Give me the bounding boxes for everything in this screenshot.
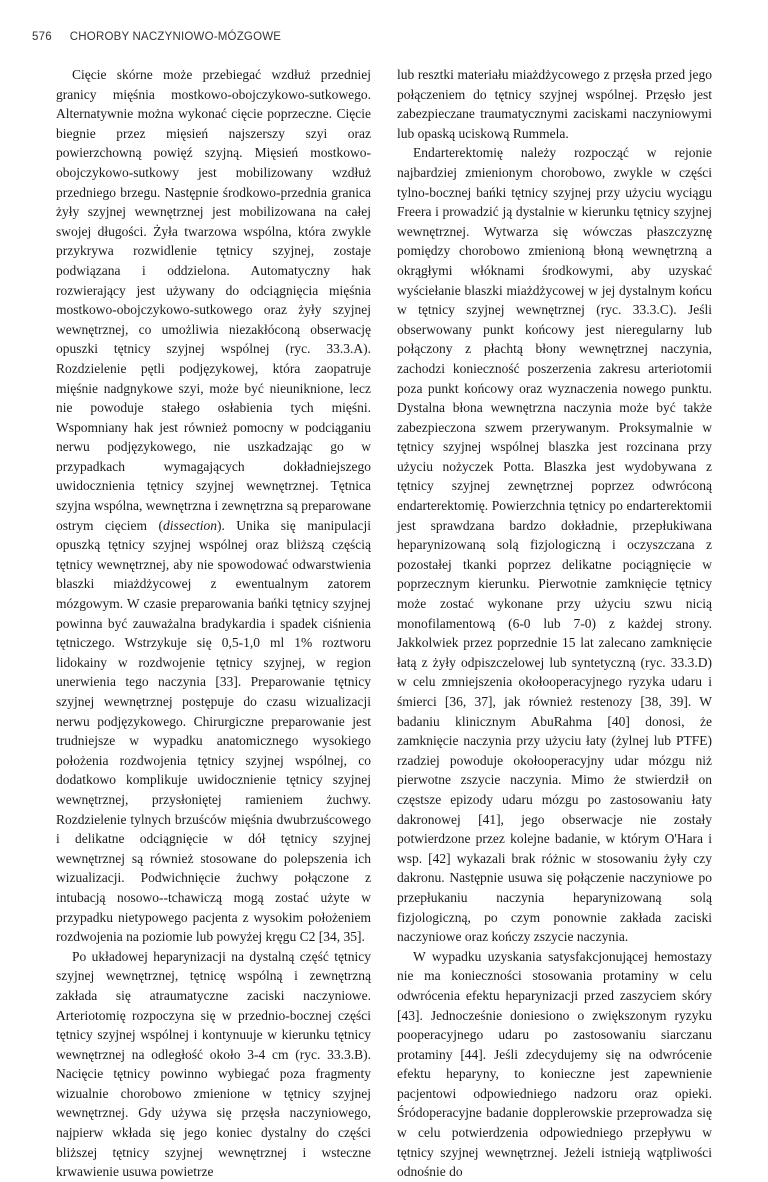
left-column	[56, 65, 371, 1182]
emphasis-term: dissection	[162, 517, 217, 533]
paragraph: Po układowej heparynizacji na dystalną część tętnicy szyjnej wewnętrznej, tętnicę wspólną i zewnętrzną zakłada się atraumatyczne zaciski naczyniowe. Arteriotomię rozpoczyna się w przednio-bocznej części tętnicy szyjnej wspólnej i kontynuuje w kierunku tętnicy wewnętrznej na odległość około 3-4 cm (ryc. 33.3.B). Nacięcie tętnicy powinno wybiegać poza fragmenty wizualnie chorobowo zmienione w tętnicy szyjnej wewnętrznej. Gdy używa się przęsła naczyniowego, najpierw wkłada się jego koniec dystalny do części bliższej tętnicy szyjnej wewnętrznej i wsteczne krwawienie usuwa powietrze	[56, 948, 371, 1180]
right-column	[397, 65, 712, 1182]
paragraph: Endarterektomię należy rozpocząć w rejonie najbardziej zmienionym chorobowo, zwykle w części tylno-bocznej bańki tętnicy szyjnej przy użyciu wyciągu Freera i prowadzić ją dystalnie w kierunku tętnicy szyjnej wewnętrznej. Wytwarza się wówczas płaszczyznę pomiędzy chorobowo zmienioną błoną wewnętrzną a okrągłymi włóknami środkowymi, aby uzyskać wyściełanie blaszki miażdżycowej w jej dystalnym końcu w tętnicy szyjnej wewnętrznej (ryc. 33.3.C). Jeśli obserwowany punkt końcowy jest nieregularny lub połączony z płachtą błony wewnętrznej naczynia, zachodzi konieczność poszerzenia zakresu arteriotomii poza punkt końcowy oraz wyznaczenia nowego punktu. Dystalna błona wewnętrzna naczynia może być także zabezpieczona szwem przerywanym. Proksymalnie w tętnicy szyjnej wspólnej blaszka jest rozcinana przy użyciu nożyczek Potta. Blaszka jest wydobywana z tętnicy szyjnej zewnętrznej poprzez odwróconą endarterektomię. Powierzchnia tętnicy po endarterektomii jest sprawdzana bardzo dokładnie, przepłukiwana heparynizowaną solą fizjologiczną i oczyszczana z pozostałej tkanki poprzez delikatne pociągnięcie w poprzecznym kierunku. Pierwotnie zamknięcie tętnicy może zostać wykonane przy użyciu szwu nicią monofilamentową (6-0 lub 7-0) z każdej strony. Jakkolwiek przez poprzednie 15 lat zalecano zamknięcie łatą z żyły odpiszczelowej lub syntetyczną (ryc. 33.3.D) w celu zmniejszenia okołooperacyjnego ryzyka udaru i śmierci [36, 37], jak również restenozy [38, 39]. W badaniu klinicznym AbuRahma [40] donosi, że zamknięcie naczynia przy użyciu łaty (żylnej lub PTFE) rzadziej powoduje okołooperacyjny udar mózgu niż pierwotne zszycie naczynia. Mimo że stwierdził on częstsze epizody udaru mózgu po zastosowaniu łaty dakronowej [41], jego obserwacje nie zostały potwierdzone przez kolejne badanie, w którym O'Hara i wsp. [42] wykazali brak różnic w stosowaniu żyły czy dakronu. Następnie usuwa się połączenie naczyniowe po przepłukaniu naczynia heparynizowaną solą fizjologiczną, po czym ponownie zakłada zaciski naczyniowe oraz kończy zszycie naczynia.	[397, 145, 712, 945]
paragraph: Cięcie skórne może przebiegać wzdłuż przedniej granicy mięśnia mostkowo-obojczykowo-sutkowego. Alternatywnie można wykonać cięcie poprzeczne. Cięcie biegnie przez mięsień najszerszy szyi oraz powierzchowną powięź szyjną. Mięsień mostkowo-obojczykowo-sutkowy jest mobilizowany wzdłuż przedniego brzegu. Następnie środkowo-przednia granica żyły szyjnej wewnętrznej jest mobilizowana na całej swojej długości. Żyła twarzowa wspólna, która zwykle przykrywa rozwidlenie tętnicy szyjnej, zostaje podwiązana i oddzielona. Automatyczny hak rozwierający jest używany do odciągnięcia mięśnia mostkowo-obojczykowo-sutkowego oraz żyły szyjnej wewnętrznej, co umożliwia niezakłóconą obserwację opuszki tętnicy szyjnej wspólnej (ryc. 33.3.A). Rozdzielenie pętli podjęzykowej, która zaopatruje mięśnie nadgnykowe szyi, może być nieuniknione, lecz nie powoduje stałego osłabienia tych mięśni. Wspomniany hak jest również pomocny w podciąganiu nerwu podjęzykowego, nie uszkadzając go w przypadkach wymagających dokładniejszego uwidocznienia tętnicy szyjnej wewnętrznej. Tętnica szyjna wspólna, wewnętrzna i zewnętrzna są preparowane ostrym cięciem (dissection). Unika się manipulacji opuszką tętnicy szyjnej wspólnej oraz bliższą częścią tętnicy wewnętrznej, aby nie spowodować odwarstwienia blaszki miażdżycowej z ewentualnym zatorem mózgowym. W czasie preparowania bańki tętnicy szyjnej powinna być zauważalna bradykardia i spadek ciśnienia tętniczego. Wstrzykuje się 0,5-1,0 ml 1% roztworu lidokainy w rozdwojenie tętnicy szyjnej, w region unerwienia tego naczynia [33]. Preparowanie tętnicy szyjnej wewnętrznej postępuje do czasu wizualizacji nerwu podjęzykowego. Chirurgiczne preparowanie jest trudniejsze w wypadku anatomicznego wysokiego położenia rozdwojenia tętnicy szyjnej wspólnej, co dodatkowo komplikuje uwidocznienie tętnicy szyjnej wewnętrznej, przysłoniętej ramieniem żuchwy. Rozdzielenie tylnych brzuśców mięśnia dwubrzuścowego i delikatne odciągnięcie w dół tętnicy szyjnej wewnętrznej są również stosowane do polepszenia ich wizualizacji. Podwichnięcie żuchwy połączone z intubacją nosowo--tchawiczą mogą zostać użyte w przypadku nietypowego pacjenta z wysokim położeniem rozdwojenia na poziomie lub powyżej kręgu C2 [34, 35].	[56, 67, 372, 945]
paragraph: W wypadku uzyskania satysfakcjonującej hemostazy nie ma konieczności stosowania protaminy w celu odwrócenia efektu heparynizacji przed zaszyciem skóry [43]. Jednocześnie doniesiono o zwiększonym ryzyku pooperacyjnego udaru po zastosowaniu siarczanu protaminy [44]. Jeśli zdecydujemy się na odwrócenie efektu heparyny, to konieczne jest zapewnienie pacjentowi odpowiedniego nadzoru oraz opieki. Śródoperacyjne badanie dopplerowskie przeprowadza się w celu potwierdzenia odpowiedniego przepływu w tętnicy szyjnej wewnętrznej. Jeżeli istnieją wątpliwości odnośnie do	[397, 948, 712, 1180]
section-title: CHOROBY NACZYNIOWO-MÓZGOWE	[69, 31, 282, 43]
paragraph-continued: lub resztki materiału miażdżycowego z przęsła przed jego połączeniem do tętnicy szyjnej wspólnej. Przęsło jest zabezpieczane traumatycznymi zaciskami naczyniowymi lub opaską uciskową Rummela.	[397, 67, 712, 141]
running-header	[32, 31, 281, 43]
page-number: 576	[32, 31, 52, 43]
